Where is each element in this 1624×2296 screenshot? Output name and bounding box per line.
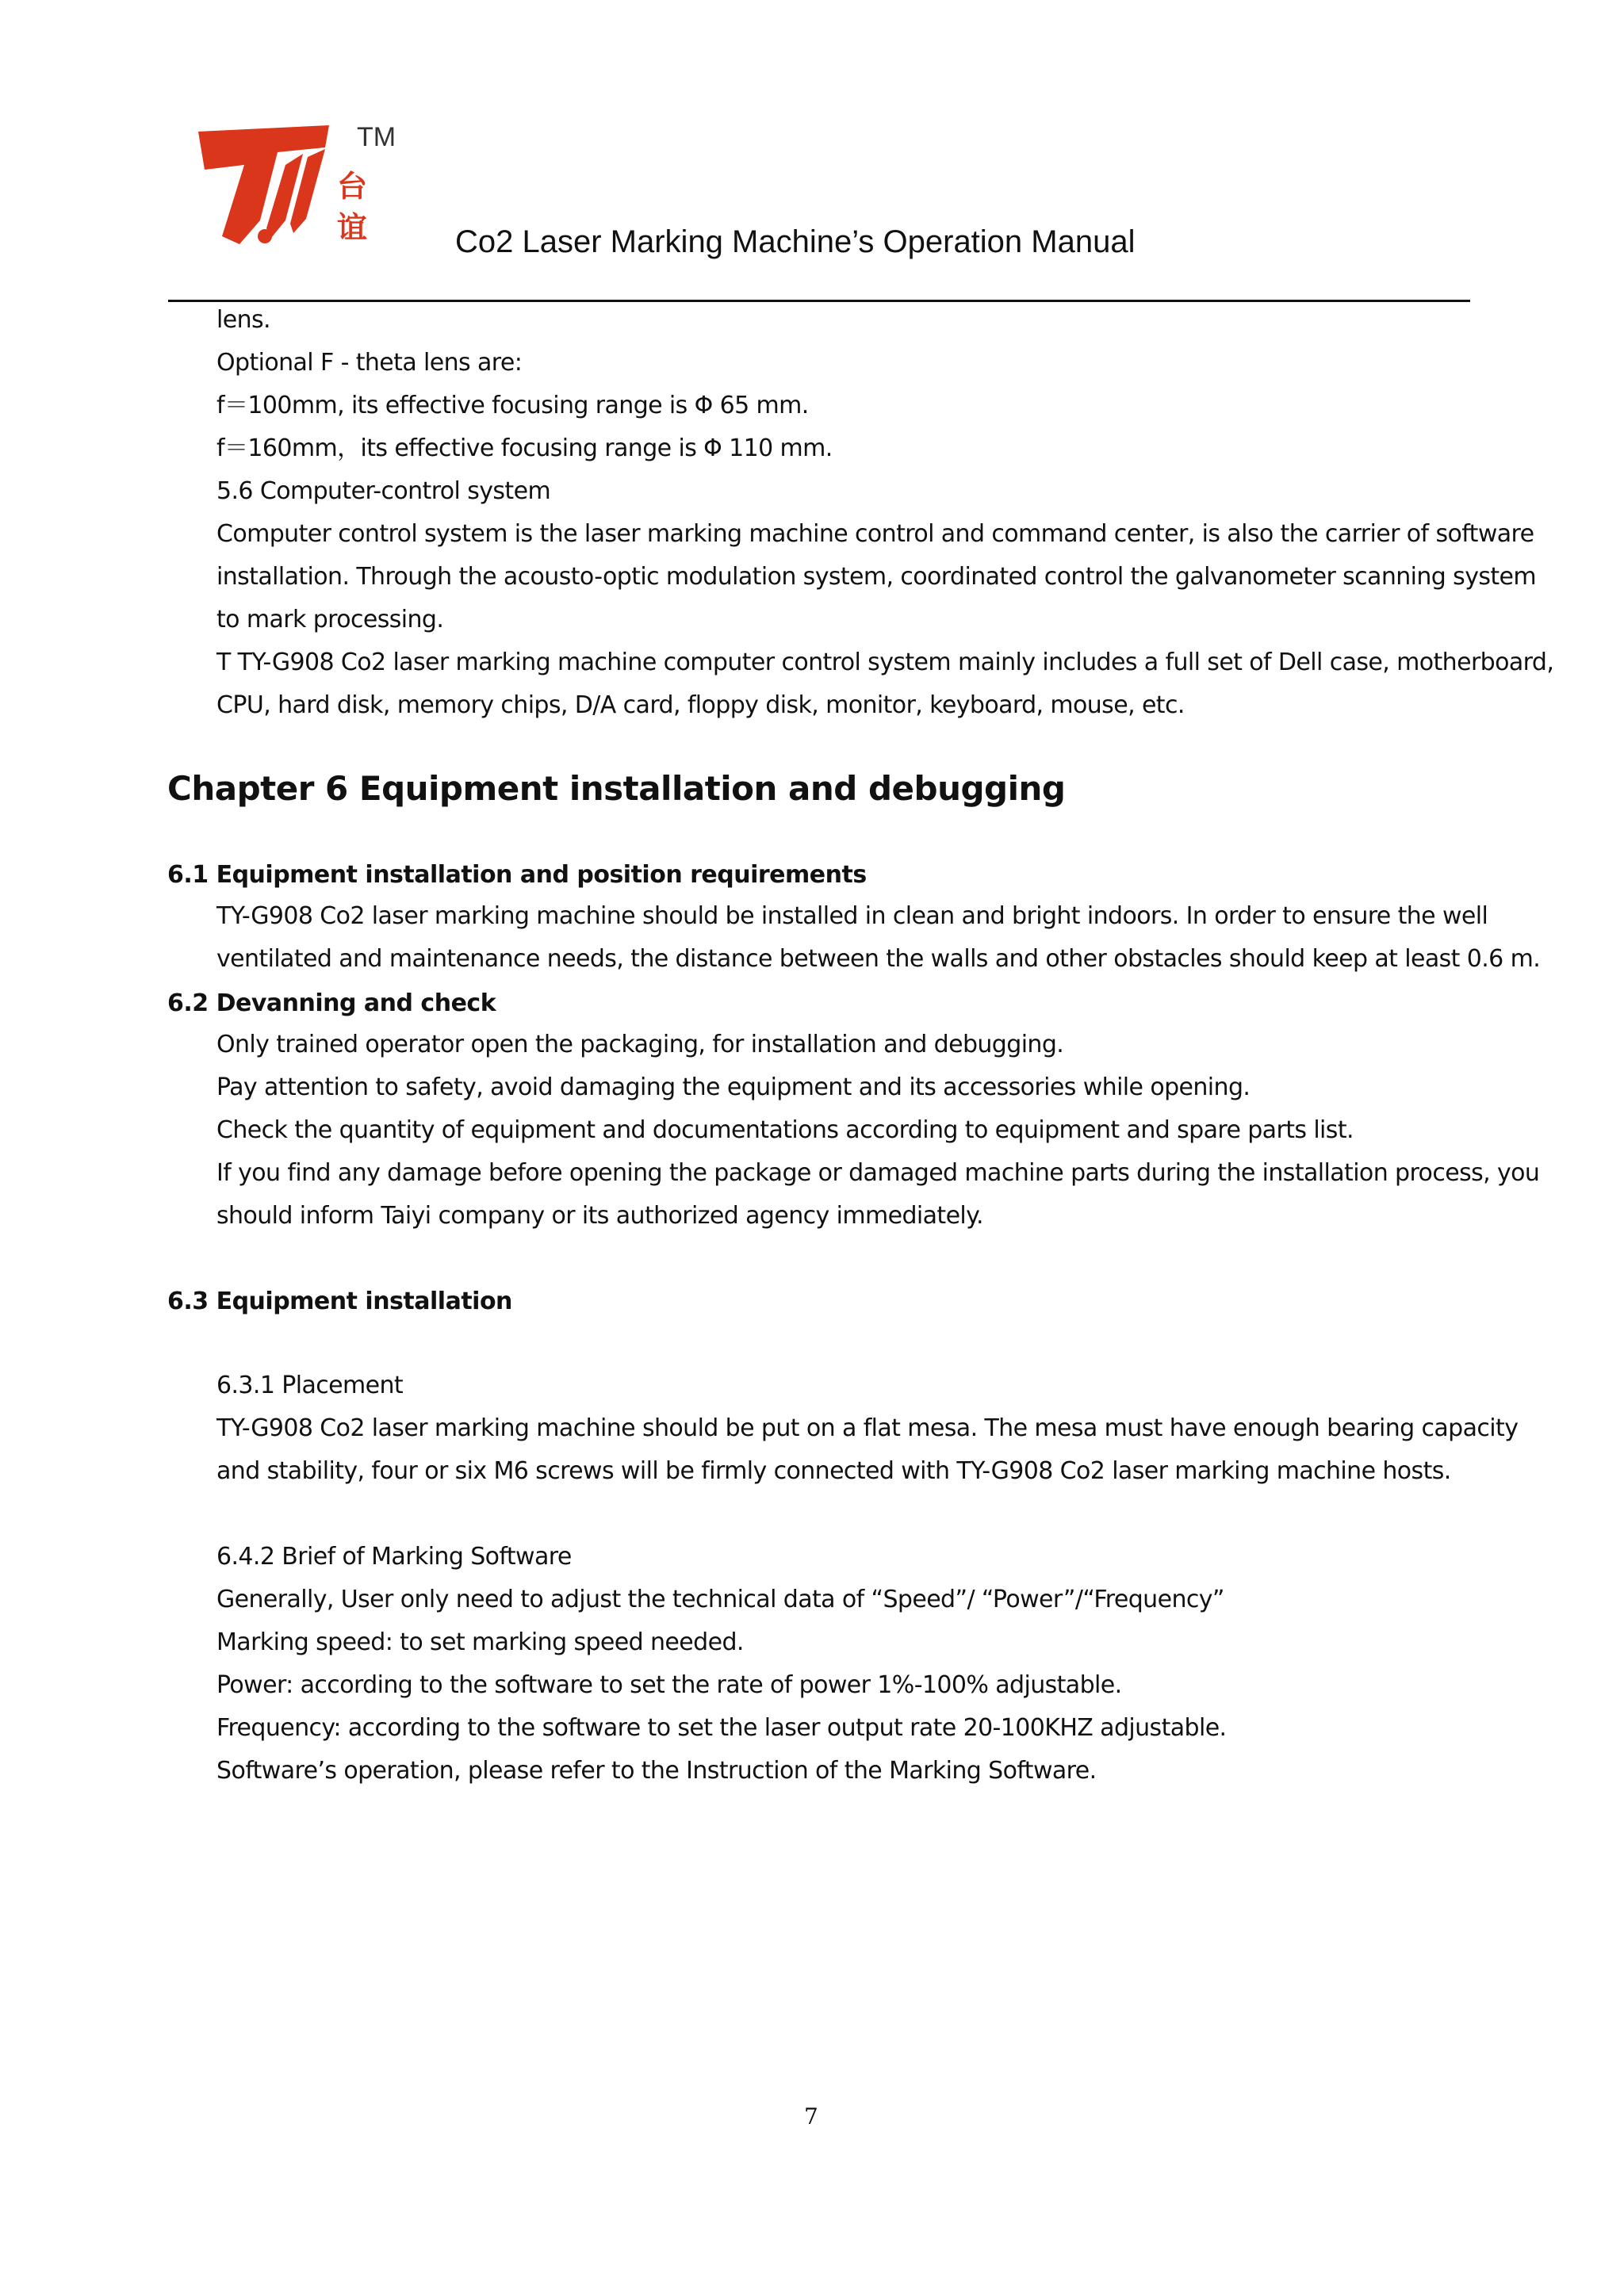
section-6-3-line: TY-G908 Co2 laser marking machine should be put on a flat mesa. The mesa must have enough bearing capacity <box>216 1414 1519 1442</box>
logo-tm: TM <box>357 122 396 152</box>
company-logo <box>167 117 404 252</box>
header-divider <box>168 300 1470 302</box>
section-6-2-line: should inform Taiyi company or its authorized agency immediately. <box>216 1202 983 1230</box>
section-6-1-line: TY-G908 Co2 laser marking machine should be installed in clean and bright indoors. In order to ensure the well <box>216 902 1488 930</box>
intro-line: f＝100mm, its effective focusing range is Φ 65 mm. <box>216 392 809 419</box>
intro-line: to mark processing. <box>216 606 444 633</box>
section-6-2-line: Pay attention to safety, avoid damaging the equipment and its accessories while opening. <box>216 1073 1251 1101</box>
chapter-title: Chapter 6 Equipment installation and debugging <box>167 769 1066 808</box>
section-6-4-2-line: Marking speed: to set marking speed needed. <box>216 1628 744 1656</box>
intro-line: lens. <box>216 306 270 334</box>
intro-line: f＝160mm，its effective focusing range is Φ 110 mm. <box>216 434 833 462</box>
intro-line: 5.6 Computer-control system <box>216 477 551 505</box>
logo-chinese-1: 台 <box>337 169 368 204</box>
section-6-1-line: ventilated and maintenance needs, the distance between the walls and other obstacles should keep at least 0.6 m. <box>216 945 1541 973</box>
section-6-3-line: 6.3.1 Placement <box>216 1372 404 1399</box>
logo-dot <box>258 229 272 243</box>
logo-chinese-2: 谊 <box>337 210 368 245</box>
section-6-4-2-line: Software’s operation, please refer to the Instruction of the Marking Software. <box>216 1757 1097 1785</box>
page-number: 7 <box>804 2103 818 2130</box>
section-6-4-2-line: 6.4.2 Brief of Marking Software <box>216 1543 572 1571</box>
section-6-2-line: If you find any damage before opening the package or damaged machine parts during the installation process, you <box>216 1159 1540 1187</box>
section-6-4-2-line: Power: according to the software to set the rate of power 1%-100% adjustable. <box>216 1671 1122 1699</box>
section-6-2-title: 6.2 Devanning and check <box>167 989 496 1017</box>
section-6-2-line: Only trained operator open the packaging, for installation and debugging. <box>216 1031 1064 1058</box>
intro-line: CPU, hard disk, memory chips, D/A card, floppy disk, monitor, keyboard, mouse, etc. <box>216 691 1185 719</box>
intro-line: T TY-G908 Co2 laser marking machine computer control system mainly includes a full set of Dell case, motherboard, <box>216 649 1554 676</box>
intro-line: Computer control system is the laser marking machine control and command center, is also the carrier of software <box>216 520 1534 548</box>
section-6-4-2-line: Generally, User only need to adjust the technical data of “Speed”/ “Power”/“Frequency” <box>216 1586 1224 1613</box>
intro-line: Optional F - theta lens are: <box>216 349 523 377</box>
section-6-3-line: and stability, four or six M6 screws will be firmly connected with TY-G908 Co2 laser marking machine hosts. <box>216 1457 1451 1485</box>
section-6-2-line: Check the quantity of equipment and documentations according to equipment and spare parts list. <box>216 1116 1354 1144</box>
section-6-1-title: 6.1 Equipment installation and position requirements <box>167 861 867 889</box>
header-title: Co2 Laser Marking Machine’s Operation Manual <box>455 224 1136 259</box>
intro-line: installation. Through the acousto-optic modulation system, coordinated control the galvanometer scanning system <box>216 563 1537 591</box>
section-6-4-2-line: Frequency: according to the software to set the laser output rate 20-100KHZ adjustable. <box>216 1714 1227 1742</box>
section-6-3-title: 6.3 Equipment installation <box>167 1288 512 1315</box>
